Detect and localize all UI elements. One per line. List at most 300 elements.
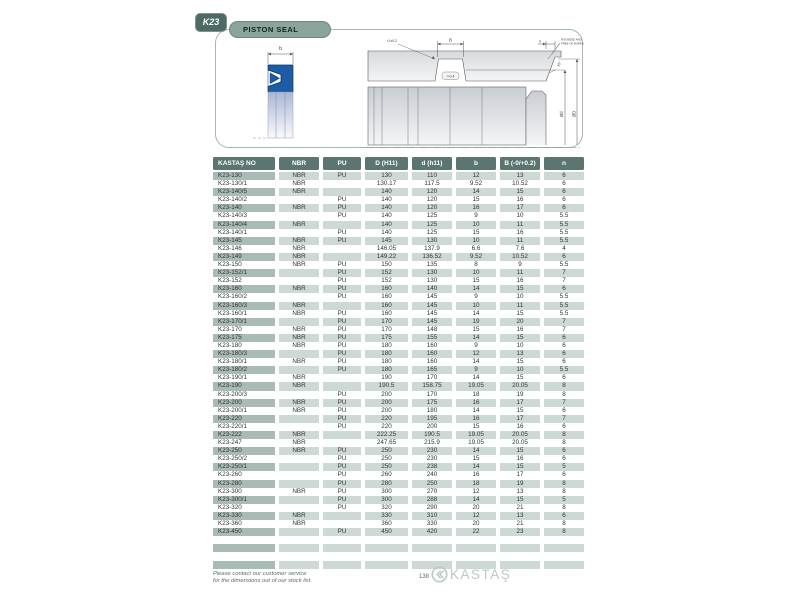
table-row (213, 415, 584, 423)
value-cell (544, 544, 584, 552)
value-cell: 170 (365, 318, 408, 326)
value-cell: 215.9 (424, 439, 440, 447)
table-row (213, 318, 584, 326)
value-cell (323, 520, 361, 528)
brand-logo-text: KASTAŞ (450, 567, 512, 582)
value-cell: 6 (544, 172, 584, 180)
value-cell (500, 544, 540, 552)
value-cell (456, 536, 496, 544)
value-cell: 8 (544, 480, 584, 488)
value-cell: 19.05 (456, 382, 496, 390)
value-cell: 140 (412, 285, 452, 293)
value-cell: 11 (500, 237, 540, 245)
value-cell (365, 544, 408, 552)
value-cell: 17 (516, 471, 524, 479)
value-cell: NBR (292, 341, 306, 349)
table-row (213, 488, 584, 496)
value-cell: 146.05 (376, 244, 397, 252)
value-cell: NBR (279, 399, 319, 407)
part-number-cell: K23-300 (218, 487, 242, 495)
value-cell: 20.05 (500, 382, 540, 390)
value-cell: 14 (472, 374, 480, 382)
table-row (213, 536, 584, 544)
value-cell (279, 544, 319, 552)
value-cell: 15 (516, 406, 524, 414)
value-cell: NBR (292, 244, 306, 252)
value-cell: 160 (426, 341, 438, 349)
value-cell: 250 (365, 463, 408, 471)
value-cell: NBR (292, 439, 306, 447)
value-cell: 8 (562, 439, 566, 447)
value-cell: NBR (279, 334, 319, 342)
value-cell (279, 455, 319, 463)
table-body (213, 172, 584, 569)
value-cell: 360 (381, 520, 392, 528)
table-row (213, 366, 584, 374)
value-cell: 6 (562, 196, 566, 204)
value-cell: 6 (562, 422, 566, 430)
part-number-cell (213, 544, 275, 552)
value-cell: 6 (544, 204, 584, 212)
value-cell: 19 (516, 390, 524, 398)
value-cell (279, 277, 319, 285)
value-cell (323, 431, 361, 439)
value-cell: PU (337, 341, 347, 349)
value-cell: 5.5 (544, 221, 584, 229)
value-cell: 11 (500, 269, 540, 277)
value-cell: PU (337, 455, 347, 463)
value-cell: 6 (562, 406, 566, 414)
value-cell: 4 (562, 244, 566, 252)
value-cell: 130 (426, 277, 438, 285)
value-cell (279, 480, 319, 488)
value-cell: PU (337, 293, 347, 301)
value-cell: 20.05 (512, 439, 528, 447)
value-cell: PU (337, 406, 347, 414)
value-cell: 16 (456, 415, 496, 423)
value-cell: 13 (500, 512, 540, 520)
value-cell: 135 (426, 261, 438, 269)
value-cell: 5.5 (559, 293, 569, 301)
value-cell: 136.52 (412, 253, 452, 261)
value-cell: 6 (544, 253, 584, 261)
dim-b-label: b (279, 46, 282, 52)
table-row (213, 374, 584, 382)
value-cell: 140 (381, 196, 392, 204)
value-cell: 12 (456, 350, 496, 358)
value-cell: 310 (412, 512, 452, 520)
value-cell (279, 552, 319, 560)
value-cell: 280 (365, 480, 408, 488)
value-cell: 320 (381, 503, 392, 511)
value-cell (323, 439, 361, 447)
value-cell: 17 (500, 415, 540, 423)
value-cell: NBR (292, 487, 306, 495)
value-cell: 170 (426, 390, 438, 398)
part-number-cell: K23-145 (213, 237, 275, 245)
value-cell (279, 415, 319, 423)
table-row (213, 221, 584, 229)
value-cell: PU (337, 277, 347, 285)
value-cell: 120 (412, 204, 452, 212)
column-header: b (456, 157, 496, 170)
value-cell: 13 (500, 172, 540, 180)
column-header: NBR (279, 157, 319, 170)
value-cell: PU (337, 309, 347, 317)
value-cell: 247.65 (376, 439, 397, 447)
value-cell (323, 552, 361, 560)
value-cell (279, 366, 319, 374)
value-cell: 12 (456, 172, 496, 180)
value-cell: 170 (381, 325, 392, 333)
value-cell: 230 (412, 447, 452, 455)
part-number-cell: K23-140/1 (218, 228, 248, 236)
table-row (213, 350, 584, 358)
value-cell: 300 (381, 487, 392, 495)
value-cell: 7 (544, 399, 584, 407)
value-cell: 9 (474, 293, 478, 301)
value-cell: 152 (365, 269, 408, 277)
part-number-cell: K23-160/1 (218, 309, 248, 317)
table-row (213, 423, 584, 431)
value-cell: NBR (292, 325, 306, 333)
value-cell: 6 (544, 447, 584, 455)
value-cell: 15 (516, 374, 524, 382)
value-cell (365, 536, 408, 544)
value-cell: PU (323, 172, 361, 180)
part-number-cell: K23-200/3 (218, 390, 248, 398)
part-number-cell: K23-190/1 (218, 374, 248, 382)
value-cell: NBR (292, 309, 306, 317)
value-cell: 16 (516, 277, 524, 285)
installation-drawing (362, 37, 587, 150)
table-row (213, 520, 584, 528)
value-cell: 220 (365, 415, 408, 423)
value-cell: 120 (412, 188, 452, 196)
value-cell: 145 (412, 302, 452, 310)
value-cell: 7.6 (515, 244, 525, 252)
value-cell: 140 (365, 204, 408, 212)
dim-r1-label: r1±0.2 (386, 39, 398, 43)
value-cell (323, 188, 361, 196)
value-cell: 15 (500, 188, 540, 196)
part-number-cell: K23-170/1 (213, 318, 275, 326)
value-cell: PU (337, 471, 347, 479)
burrs-note-line1: ROUNDED AND (561, 37, 582, 42)
value-cell: 19 (500, 480, 540, 488)
table-row (213, 196, 584, 204)
part-number-cell: K23-250 (213, 447, 275, 455)
value-cell: 6.6 (471, 244, 481, 252)
value-cell: 6 (562, 374, 566, 382)
table-row (213, 431, 584, 439)
value-cell (500, 536, 540, 544)
value-cell: PU (337, 503, 347, 511)
part-number-cell (213, 561, 275, 569)
value-cell: 10.52 (512, 180, 528, 188)
value-cell: 117.5 (424, 180, 440, 188)
table-row (213, 229, 584, 237)
part-number-cell: K23-180/3 (213, 350, 275, 358)
value-cell (279, 528, 319, 536)
value-cell: 160 (365, 302, 408, 310)
value-cell: NBR (279, 447, 319, 455)
value-cell: PU (323, 366, 361, 374)
value-cell: 20 (472, 503, 480, 511)
table-row (213, 512, 584, 520)
part-number-cell: K23-190 (213, 382, 275, 390)
value-cell: PU (323, 399, 361, 407)
value-cell: 8 (562, 503, 566, 511)
table-row (213, 277, 584, 285)
part-number-cell: K23-150 (218, 261, 242, 269)
value-cell (365, 561, 408, 569)
value-cell: 330 (365, 512, 408, 520)
part-number-cell: K23-200 (213, 399, 275, 407)
value-cell (412, 552, 452, 560)
table-row (213, 391, 584, 399)
value-cell: 10 (516, 212, 524, 220)
part-number-cell: K23-330 (213, 512, 275, 520)
value-cell: PU (323, 447, 361, 455)
value-cell: PU (323, 318, 361, 326)
table-row (213, 293, 584, 301)
value-cell: PU (323, 415, 361, 423)
value-cell: NBR (279, 188, 319, 196)
value-cell: PU (323, 285, 361, 293)
value-cell: 10 (456, 269, 496, 277)
value-cell: 6 (562, 341, 566, 349)
table-row (213, 382, 584, 390)
value-cell (279, 293, 319, 301)
value-cell: 190.5 (365, 382, 408, 390)
value-cell: NBR (279, 221, 319, 229)
value-cell: 150 (381, 261, 392, 269)
value-cell: PU (337, 261, 347, 269)
value-cell: 5 (544, 463, 584, 471)
value-cell: 6 (544, 334, 584, 342)
value-cell (279, 504, 319, 512)
table-row (213, 302, 584, 310)
value-cell: 200 (381, 406, 392, 414)
value-cell: 175 (365, 334, 408, 342)
chamfer-angle-label: 15° (556, 60, 563, 68)
value-cell: 15 (500, 334, 540, 342)
value-cell: 120 (426, 196, 438, 204)
value-cell: 16 (472, 471, 480, 479)
value-cell: 15 (472, 325, 480, 333)
table-row (213, 342, 584, 350)
value-cell (323, 561, 361, 569)
rod-shape (268, 92, 293, 138)
table-row (213, 439, 584, 447)
value-cell: 9.52 (469, 180, 483, 188)
value-cell: 14 (472, 358, 480, 366)
part-number-cell: K23-247 (218, 439, 242, 447)
value-cell: 12 (472, 487, 480, 495)
value-cell: 22 (456, 528, 496, 536)
value-cell: 145 (426, 309, 438, 317)
value-cell: 9 (456, 366, 496, 374)
value-cell: PU (337, 422, 347, 430)
value-cell: 14 (456, 463, 496, 471)
value-cell: 250 (381, 455, 392, 463)
part-number-cell: K23-260 (218, 471, 242, 479)
value-cell: 15 (472, 196, 480, 204)
value-cell: 20 (472, 520, 480, 528)
value-cell: 15 (516, 358, 524, 366)
value-cell (279, 496, 319, 504)
value-cell: 15 (472, 277, 480, 285)
value-cell: PU (323, 496, 361, 504)
table-row (213, 399, 584, 407)
table-row (213, 245, 584, 253)
value-cell: 14 (472, 309, 480, 317)
value-cell: PU (337, 358, 347, 366)
value-cell: 158.75 (412, 382, 452, 390)
column-header: n (544, 157, 584, 170)
part-number-cell: K23-160/2 (218, 293, 248, 301)
value-cell: 238 (412, 463, 452, 471)
table-row (213, 269, 584, 277)
part-number-cell: K23-250/1 (213, 463, 275, 471)
value-cell: 15 (516, 309, 524, 317)
value-cell: PU (323, 237, 361, 245)
table-row (213, 188, 584, 196)
value-cell: 288 (412, 496, 452, 504)
value-cell: 8 (544, 431, 584, 439)
value-cell: 20 (500, 318, 540, 326)
value-cell: 5 (544, 496, 584, 504)
column-header: KASTAŞ NO (213, 157, 275, 170)
part-number-cell: K23-152/1 (213, 269, 275, 277)
value-cell: 16 (516, 422, 524, 430)
value-cell: 145 (365, 237, 408, 245)
value-cell: 8 (562, 390, 566, 398)
value-cell: 5.5 (544, 237, 584, 245)
value-cell: 5.5 (559, 309, 569, 317)
value-cell: 16 (516, 325, 524, 333)
value-cell: 260 (381, 471, 392, 479)
value-cell: 290 (426, 503, 438, 511)
value-cell (544, 536, 584, 544)
part-number-cell (213, 536, 275, 544)
part-number-cell: K23-250/2 (218, 455, 248, 463)
part-number-cell: K23-140/4 (213, 221, 275, 229)
value-cell: 19.05 (468, 439, 484, 447)
brand-logo-icon (431, 566, 448, 583)
part-number-cell: K23-360 (218, 520, 242, 528)
value-cell: 16 (456, 204, 496, 212)
value-cell: 13 (500, 350, 540, 358)
footer-note-line1: Please contact our customer service (213, 571, 307, 577)
value-cell: NBR (279, 172, 319, 180)
table-row (213, 326, 584, 334)
value-cell: 5.5 (559, 212, 569, 220)
value-cell: 160 (381, 309, 392, 317)
value-cell: NBR (279, 431, 319, 439)
value-cell: PU (337, 390, 347, 398)
column-header: d (h11) (412, 157, 452, 170)
value-cell: 15 (500, 447, 540, 455)
value-cell: NBR (279, 237, 319, 245)
value-cell: 450 (365, 528, 408, 536)
value-cell: 7 (544, 415, 584, 423)
table-row (213, 212, 584, 220)
value-cell: 6 (544, 285, 584, 293)
value-cell: PU (337, 325, 347, 333)
part-number-cell: K23-140/3 (218, 212, 248, 220)
value-cell: 190 (381, 374, 392, 382)
value-cell: PU (337, 212, 347, 220)
value-cell: 300 (365, 496, 408, 504)
column-header: D (H11) (365, 157, 408, 170)
value-cell: 160 (381, 293, 392, 301)
table-row (213, 471, 584, 479)
brand-logo (431, 566, 511, 583)
part-number-cell: K23-130/1 (218, 180, 248, 188)
table-row (213, 504, 584, 512)
value-cell: 330 (426, 520, 438, 528)
value-cell (412, 544, 452, 552)
value-cell: 190.5 (412, 431, 452, 439)
value-cell: NBR (279, 253, 319, 261)
value-cell: 180 (381, 358, 392, 366)
table-row (213, 463, 584, 471)
table-row (213, 480, 584, 488)
value-cell (279, 196, 319, 204)
series-badge: K23 (195, 13, 227, 32)
value-cell: PU (323, 480, 361, 488)
part-number-cell: K23-300/1 (213, 496, 275, 504)
dim-B-label: B (448, 37, 453, 43)
value-cell: 250 (412, 480, 452, 488)
value-cell (279, 318, 319, 326)
table-header (213, 157, 584, 170)
value-cell: PU (337, 487, 347, 495)
value-cell: 180 (365, 366, 408, 374)
table-row (213, 310, 584, 318)
table-row (213, 447, 584, 455)
value-cell (323, 180, 361, 188)
part-number-cell: K23-180 (218, 341, 242, 349)
cylinder-wall-shape (368, 51, 561, 81)
value-cell (323, 382, 361, 390)
part-number-cell: K23-149 (213, 253, 275, 261)
table-row (213, 455, 584, 463)
value-cell: 240 (426, 471, 438, 479)
value-cell (323, 221, 361, 229)
value-cell: 14 (456, 188, 496, 196)
table-row (213, 261, 584, 269)
part-number-cell: K23-175 (213, 334, 275, 342)
value-cell: 16 (516, 196, 524, 204)
value-cell: 11 (500, 221, 540, 229)
value-cell: 180 (381, 341, 392, 349)
value-cell: 5.5 (544, 302, 584, 310)
value-cell: 16 (456, 399, 496, 407)
value-cell: 130 (365, 172, 408, 180)
value-cell: 14 (456, 334, 496, 342)
value-cell: 6 (544, 188, 584, 196)
value-cell: 222.25 (365, 431, 408, 439)
value-cell: 21 (516, 503, 524, 511)
value-cell: 130 (412, 269, 452, 277)
value-cell: NBR (292, 374, 306, 382)
value-cell: 125 (426, 212, 438, 220)
value-cell: 10 (500, 366, 540, 374)
value-cell: 14 (456, 285, 496, 293)
